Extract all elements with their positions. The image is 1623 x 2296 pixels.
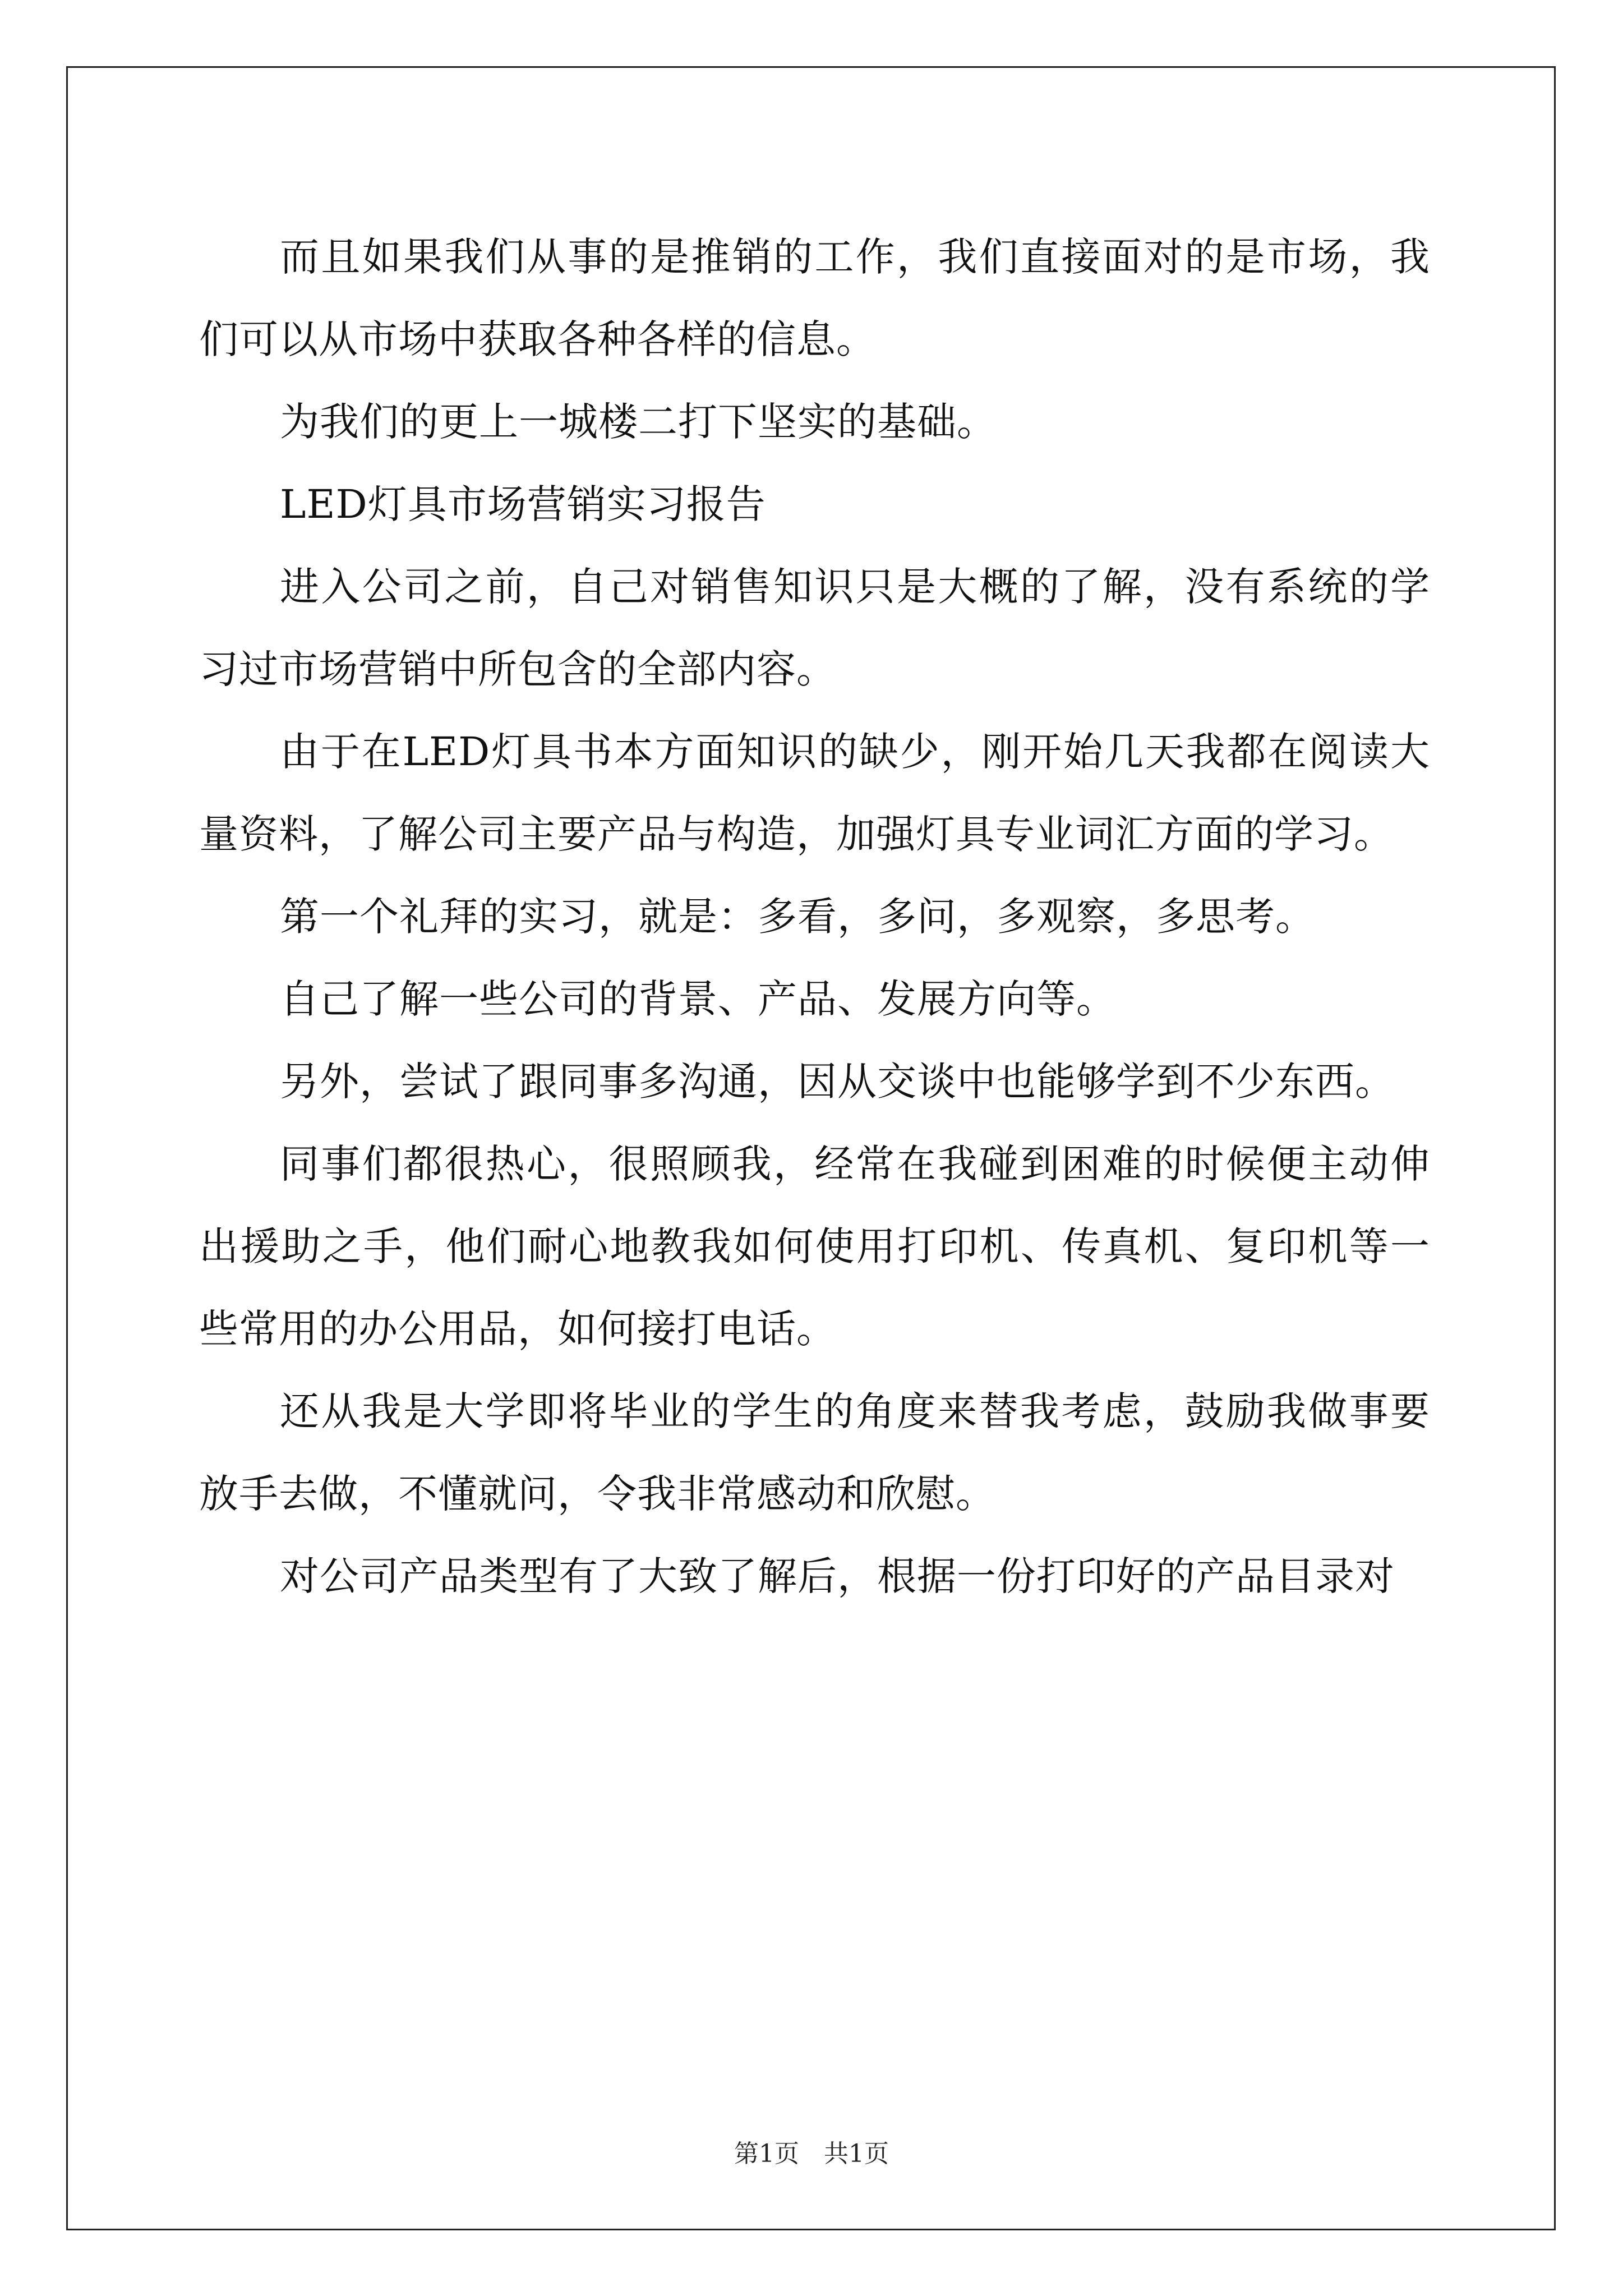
paragraph: 第一个礼拜的实习，就是：多看，多问，多观察，多思考。	[280, 894, 1315, 940]
page-number-footer: 第1页 共1页	[734, 2139, 889, 2168]
paragraph: 对公司产品类型有了大致了解后，根据一份打印好的产品目录对	[280, 1553, 1395, 1599]
paragraph: 由于在LED灯具书本方面知识的缺少，刚开始几天我都在阅读大量资料，了解公司主要产品与构造，加强灯具专业词汇方面的学习。	[199, 729, 1430, 857]
paragraph: 还从我是大学即将毕业的学生的角度来替我考虑，鼓励我做事要放手去做，不懂就问，令我非常感动和欣慰。	[199, 1388, 1430, 1517]
paragraph: 自己了解一些公司的背景、产品、发展方向等。	[280, 976, 1116, 1022]
paragraph: 同事们都很热心，很照顾我，经常在我碰到困难的时候便主动伸出援助之手，他们耐心地教我如何使用打印机、传真机、复印机等一些常用的办公用品，如何接打电话。	[199, 1141, 1430, 1352]
paragraph: 为我们的更上一城楼二打下坚实的基础。	[280, 399, 997, 445]
paragraph: 进入公司之前，自己对销售知识只是大概的了解，没有系统的学习过市场营销中所包含的全部内容。	[199, 564, 1430, 692]
paragraph: 另外，尝试了跟同事多沟通，因从交谈中也能够学到不少东西。	[280, 1059, 1395, 1105]
section-heading: LED灯具市场营销实习报告	[280, 481, 766, 527]
document-body	[199, 216, 1430, 1618]
paragraph: 而且如果我们从事的是推销的工作，我们直接面对的是市场，我们可以从市场中获取各种各样的信息。	[199, 234, 1430, 362]
